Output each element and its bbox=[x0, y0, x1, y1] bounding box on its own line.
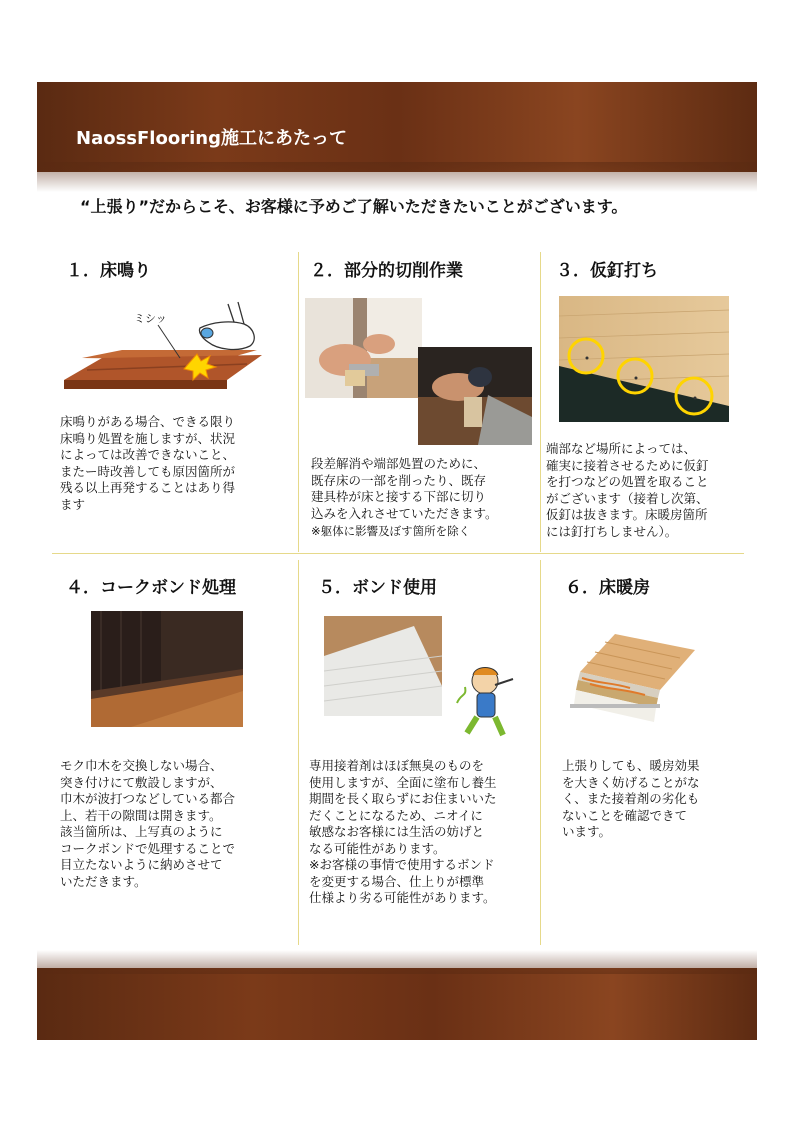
section-5-title: ５．ボンド使用 bbox=[318, 578, 437, 598]
section-4-text: モク巾木を交換しない場合、 突き付けにて敷設しますが、 巾木が波打つなどしている都合 上、若干の隙間は開きます。 該当箇所は、上写真のように コークボンドで処理することで 目立たないように納めさせて いただきます。 bbox=[60, 758, 236, 889]
section-6-title: ６．床暖房 bbox=[565, 578, 650, 598]
section-3-title: ３．仮釘打ち bbox=[556, 261, 658, 281]
section-2-note: ※躯体に影響及ぼす箇所を除く bbox=[311, 524, 471, 538]
section-6-text: 上張りしても、暖房効果 を大きく妨げることがな く、また接着剤の劣化も ないことを確認できて います。 bbox=[562, 758, 700, 839]
section-3-text: 端部など場所によっては、 確実に接着させるために仮釘 を打つなどの処置を取ること がございます（接着し次第、 仮釘は抜きます。床暖房箇所 には釘打ちしません）。 bbox=[546, 441, 709, 539]
divider-v1-top bbox=[298, 252, 299, 552]
floor-heating-illustration bbox=[570, 632, 695, 728]
footer-wood-band bbox=[37, 968, 757, 1040]
caulk-bond-photo bbox=[91, 611, 243, 727]
divider-v2-bottom bbox=[540, 560, 541, 945]
divider-v2-top bbox=[540, 252, 541, 552]
floor-squeak-illustration bbox=[62, 300, 262, 395]
section-1-text: 床鳴りがある場合、できる限り 床鳴り処置を施しますが、状況 によっては改善できないこと、 またー時改善しても原因箇所が 残る以上再発することはあり得 ます bbox=[60, 414, 236, 512]
section-4-title: ４．コークボンド処理 bbox=[66, 578, 236, 598]
squeak-sound-label: ミシッ bbox=[134, 312, 167, 325]
divider-v1-bottom bbox=[298, 560, 299, 945]
bond-application-photo bbox=[324, 616, 442, 716]
section-2-title: ２．部分的切削作業 bbox=[310, 261, 463, 281]
cutting-work-photo-1 bbox=[305, 298, 422, 398]
smelly-person-illustration bbox=[455, 663, 517, 737]
intro-text: “上張り”だからこそ、お客様に予めご了解いただきたいことがございます。 bbox=[80, 197, 628, 216]
section-1-title: １．床鳴り bbox=[66, 261, 151, 281]
page-title: NaossFlooring施工にあたって bbox=[76, 128, 347, 149]
temporary-nail-photo bbox=[559, 296, 729, 422]
cutting-work-photo-2 bbox=[418, 347, 532, 445]
section-2-text: 段差解消や端部処置のために、 既存床の一部を削ったり、既存 建具枠が床と接する下部に切り 込みを入れさせていただきます。 bbox=[311, 456, 498, 521]
section-5-text: 専用接着剤はほぼ無臭のものを 使用しますが、全面に塗布し養生 期間を長く取らずにお住まいいた だくことになるため、ニオイに 敏感なお客様には生活の妨げと なる可能性があります。 ※お客様の事情で使用するボンド を変更する場合、仕上りが標準 仕様より劣る可能性があります。 bbox=[309, 758, 497, 905]
divider-horizontal bbox=[52, 553, 744, 554]
